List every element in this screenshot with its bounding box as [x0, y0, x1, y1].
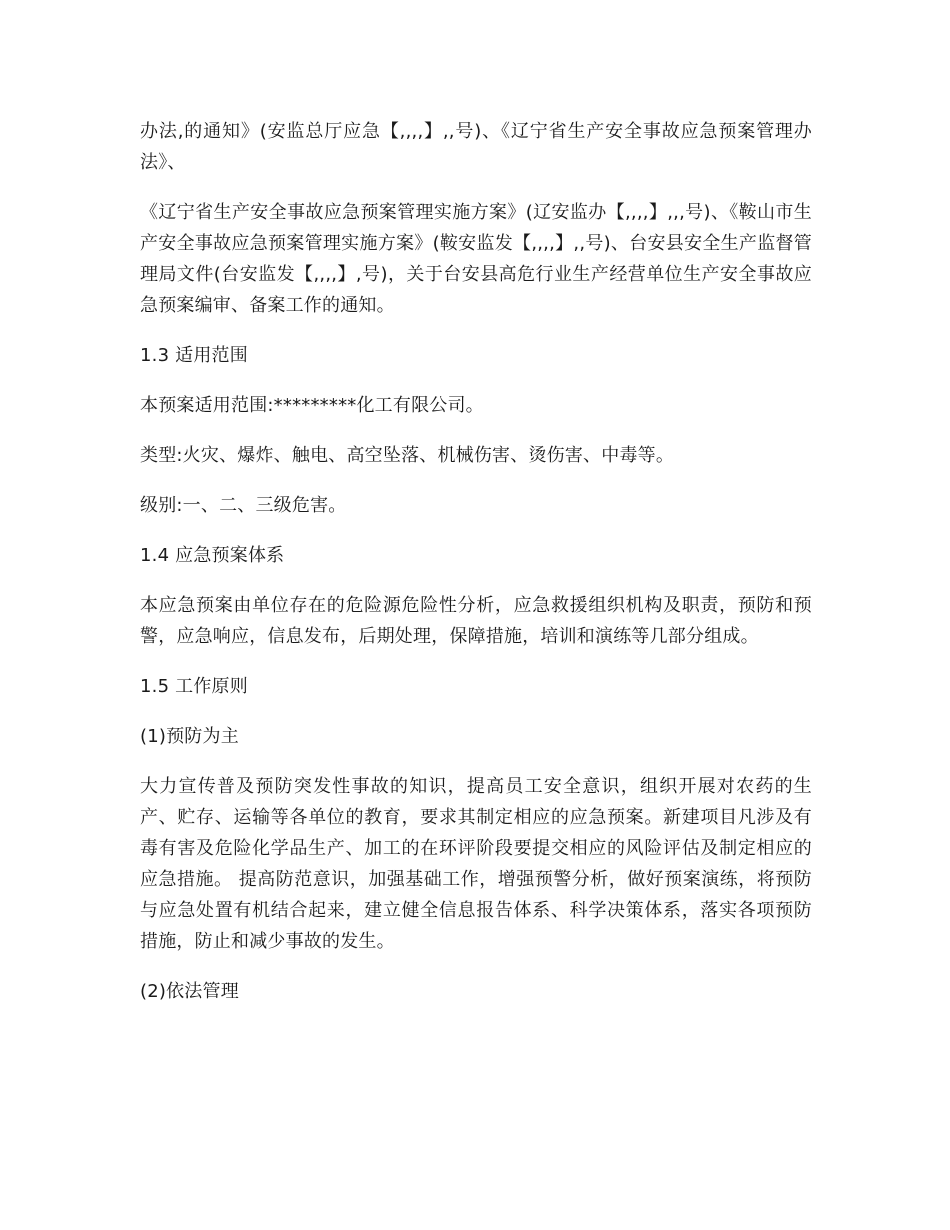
paragraph-levels: 级别:一、二、三级危害。	[140, 495, 347, 516]
paragraph-scope: 本预案适用范围:*********化工有限公司。	[140, 395, 484, 416]
heading-scope: 1.3 适用范围	[140, 345, 248, 366]
paragraph-prevention: 大力宣传普及预防突发性事故的知识，提高员工安全意识，组织开展对农药的生产、贮存、运输等各单位的教育，要求其制定相应的应急预案。新建项目凡涉及有毒有害及危险化学品生产、加工的在环评阶段要提交相应的风险评估及制定相应的应急措施。 提高防范意识，加强基础工作，增强预警分析，做好预案演练，将预防与应急处置有机结合起来，建立健全信息报告体系、科学决策体系，落实各项预防措施，防止和减少事故的发生。	[140, 776, 812, 952]
paragraph-types: 类型:火灾、爆炸、触电、高空坠落、机械伤害、烫伤害、中毒等。	[140, 445, 675, 466]
paragraph-regulations-intro: 办法,的通知》(安监总厅应急【,,,,】,,号)、《辽宁省生产安全事故应急预案管理办法》、	[140, 121, 812, 173]
paragraph-regulations-list: 《辽宁省生产安全事故应急预案管理实施方案》(辽安监办【,,,,】,,,号)、《鞍山市生产安全事故应急预案管理实施方案》(鞍安监发【,,,,】,,号)、台安县安全生产监督管理局文件(台安监发【,,,,】,号)，关于台安县高危行业生产经营单位生产安全事故应急预案编审、备案工作的通知。	[140, 202, 812, 316]
subheading-prevention: (1)预防为主	[140, 726, 239, 747]
heading-plan-system: 1.4 应急预案体系	[140, 545, 285, 566]
subheading-legal-management: (2)依法管理	[140, 981, 239, 1002]
document-page	[140, 116, 812, 1026]
paragraph-plan-system: 本应急预案由单位存在的危险源危险性分析，应急救援组织机构及职责，预防和预警，应急响应，信息发布，后期处理，保障措施，培训和演练等几部分组成。	[140, 595, 812, 647]
heading-principles: 1.5 工作原则	[140, 676, 248, 697]
